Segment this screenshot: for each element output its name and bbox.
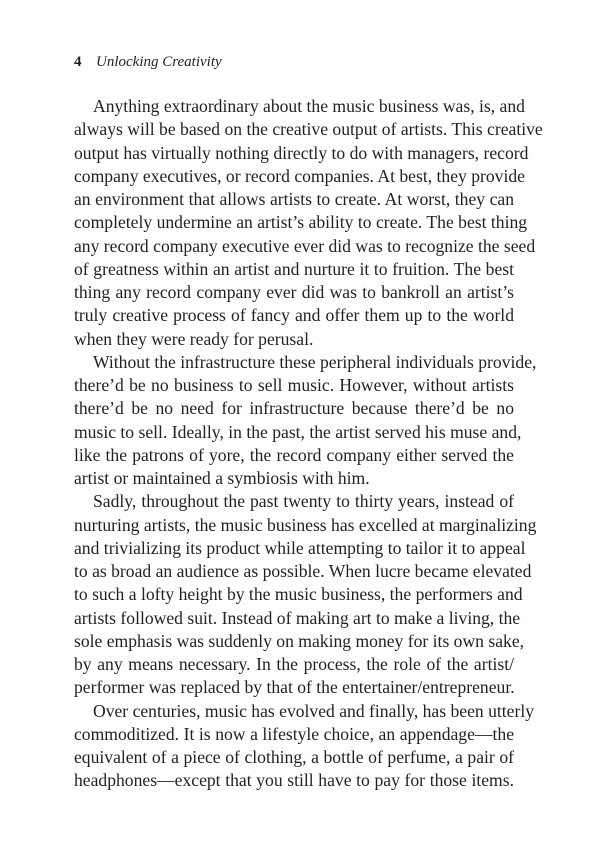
- running-head: [74, 52, 222, 72]
- paragraph-3: [74, 490, 537, 699]
- text-line: sole emphasis was suddenly on making money for its own sake,: [74, 630, 525, 651]
- text-line: Sadly, throughout the past twenty to thirty years, instead of: [93, 491, 514, 512]
- text-line: of greatness within an artist and nurture it to fruition. The best: [74, 258, 514, 279]
- text-line: commoditized. It is now a lifestyle choice, an appendage—the: [74, 723, 514, 744]
- paragraph-1: [74, 95, 543, 351]
- paragraph-2: [74, 351, 537, 491]
- text-line: when they were ready for perusal.: [74, 328, 314, 349]
- text-line: like the patrons of yore, the record company either served the: [74, 444, 514, 465]
- text-line: always will be based on the creative output of artists. This creative: [74, 119, 543, 140]
- text-line: artists followed suit. Instead of making art to make a living, the: [74, 607, 521, 628]
- text-line: by any means necessary. In the process, the role of the artist/: [74, 654, 514, 674]
- text-line: completely undermine an artist’s ability to create. The best thing: [74, 212, 528, 233]
- text-line: and trivializing its product while attempting to tailor it to appeal: [74, 537, 526, 558]
- text-line: headphones—except that you still have to pay for those items.: [74, 770, 514, 791]
- text-line: performer was replaced by that of the entertainer/entrepreneur.: [74, 677, 515, 698]
- text-line: to as broad an audience as possible. When lucre became elevated: [74, 561, 532, 581]
- text-line: there’d be no need for infrastructure because there’d be no: [74, 398, 514, 419]
- text-line: Anything extraordinary about the music business was, is, and: [93, 96, 525, 116]
- text-line: company executives, or record companies. At best, they provide: [74, 165, 525, 186]
- text-line: Over centuries, music has evolved and finally, has been utterly: [93, 700, 535, 721]
- running-title: Unlocking Creativity: [96, 54, 222, 70]
- page-number: 4: [74, 54, 82, 70]
- text-line: thing any record company ever did was to bankroll an artist’s: [74, 282, 514, 302]
- text-line: any record company executive ever did was to recognize the seed: [74, 235, 536, 256]
- paragraph-4: [74, 700, 535, 793]
- text-line: to such a lofty height by the music business, the performers and: [74, 584, 523, 605]
- text-line: nurturing artists, the music business has excelled at marginalizing: [74, 514, 537, 535]
- text-line: output has virtually nothing directly to do with managers, record: [74, 142, 529, 163]
- text-line: there’d be no business to sell music. However, without artists: [74, 375, 514, 395]
- text-line: equivalent of a piece of clothing, a bottle of perfume, a pair of: [74, 747, 514, 767]
- text-line: truly creative process of fancy and offer them up to the world: [74, 305, 514, 326]
- text-line: an environment that allows artists to create. At worst, they can: [74, 189, 514, 209]
- text-line: music to sell. Ideally, in the past, the artist served his muse and,: [74, 421, 522, 442]
- text-line: artist or maintained a symbiosis with him.: [74, 468, 370, 488]
- text-line: Without the infrastructure these peripheral individuals provide,: [93, 351, 537, 372]
- body-text: [74, 95, 543, 793]
